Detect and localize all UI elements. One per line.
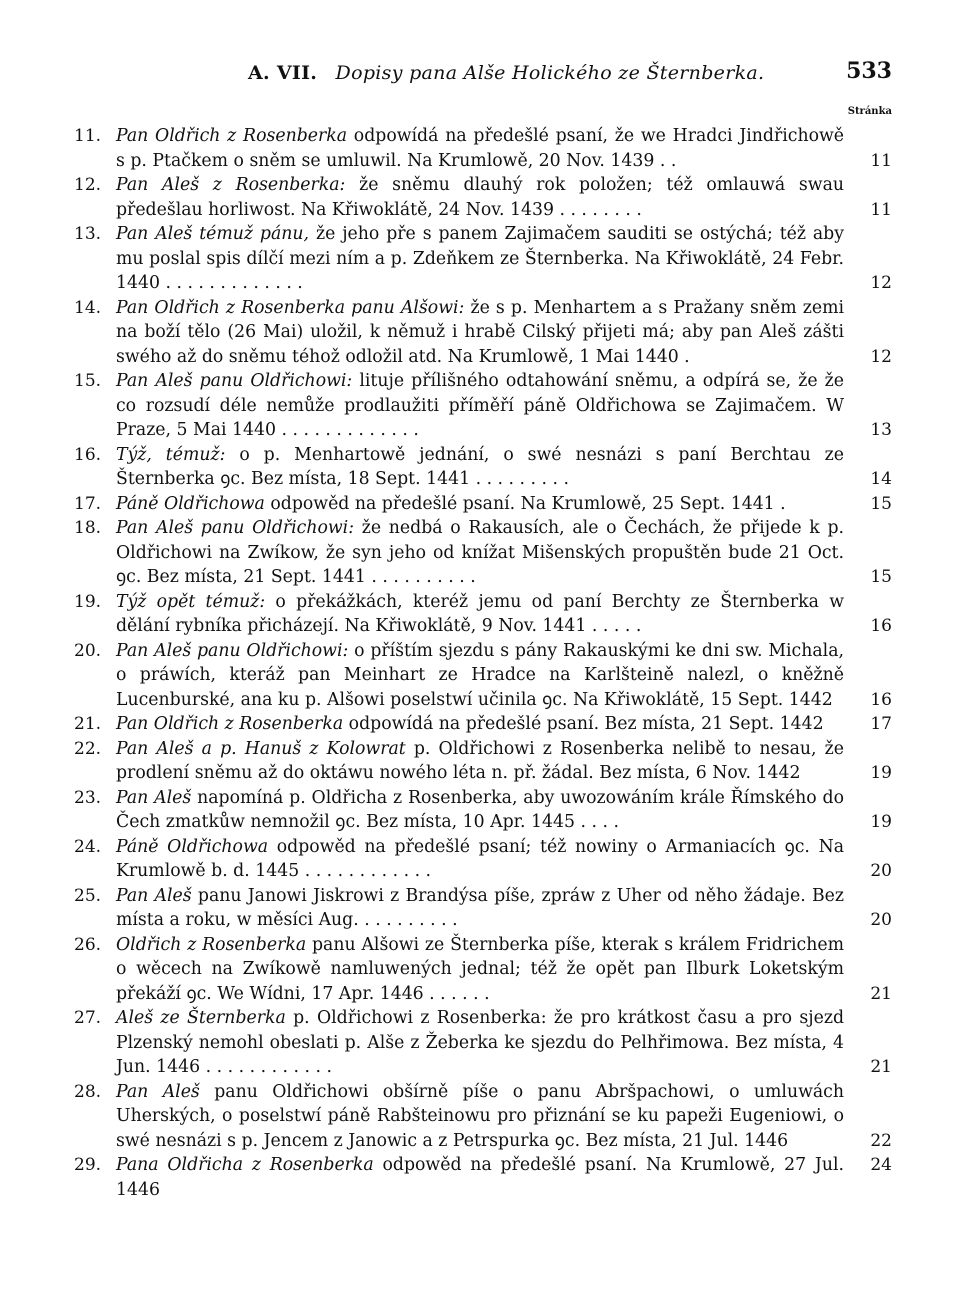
entry-author: Pan Oldřich z Rosenberka <box>116 714 344 734</box>
entry-author: Páně Oldřichowa <box>116 493 265 514</box>
page-column-label: Stránka <box>847 106 892 117</box>
entry-page-ref: 20 <box>870 910 892 930</box>
entry-text <box>116 933 844 1007</box>
entry-text <box>116 639 844 713</box>
entry-author: Oldřich z Rosenberka <box>116 934 307 955</box>
list-item <box>0 737 960 786</box>
entry-summary: p. Oldřichowi z Rosenberka nelibě to nesau, že prodlení sněmu až do oktáwu nowého léta n. př. žádal. Bez místa, 6 Nov. 1442 <box>116 738 844 783</box>
entry-summary: o překážkách, kteréž jemu od paní Berchty ze Šternberka w dělání rybníka přicházejí. Na Křiwoklátě, 9 Nov. 1441 . . . . . <box>116 591 844 636</box>
entry-summary: panu Janowi Jiskrowi z Brandýsa píše, zpráw z Uher od něho žádaje. Bez místa a roku, w měsíci Aug. . . . . . . . . . <box>116 885 844 930</box>
entry-author: Pan Aleš témuž pánu, <box>116 224 310 244</box>
entry-page-ref: 21 <box>870 1057 892 1077</box>
entry-text <box>116 222 844 296</box>
list-item <box>0 222 960 296</box>
entry-page-ref: 16 <box>870 616 892 636</box>
list-item <box>0 590 960 639</box>
page-title: Dopisy pana Alše Holického ze Šternberka. <box>335 62 765 84</box>
entry-author: Pan Aleš <box>116 1081 200 1102</box>
list-item <box>0 835 960 884</box>
entry-page-ref: 14 <box>870 469 892 489</box>
entry-summary: o p. Menhartowě jednání, o swé nesnázi s paní Berchtau ze Šternberka ꝯc. Bez místa, 18 Sept. 1441 . . . . . . . . . <box>116 444 844 489</box>
entry-author: Páně Oldřichowa <box>116 836 269 857</box>
entry-text <box>116 492 844 517</box>
entry-page-ref: 24 <box>870 1155 892 1175</box>
entry-author: Pan Aleš panu Oldřichowi: <box>116 518 355 538</box>
list-item <box>0 1153 960 1200</box>
entry-summary: odpowěd na předešlé psaní; též nowiny o Armaniacích ꝯc. Na Krumlowě b. d. 1445 . . . . . . . . . . . . <box>116 836 845 881</box>
entry-text <box>116 124 844 173</box>
list-item <box>0 369 960 443</box>
list-item <box>0 492 960 517</box>
entry-number: 13. <box>74 224 102 244</box>
entry-summary: panu Oldřichowi obšírně píše o panu Abršpachowi, o umluwách Uherských, o poselstwí páně Rabšteinowu pro přiznání se ku papeži Eugeniowi, o swé nesnázi s p. Jencem z Janowic a z Petrspurka ꝯc. Bez místa, 21 Jul. 1446 <box>116 1081 844 1151</box>
entry-summary: odpowěd na předešlé psaní. Na Krumlowě, 27 Jul. 1446 <box>116 1155 844 1200</box>
entry-author: Týž, témuž: <box>116 444 226 465</box>
entry-number: 23. <box>74 787 102 808</box>
list-item <box>0 296 960 370</box>
entry-number: 27. <box>74 1008 102 1028</box>
list-item <box>0 712 960 737</box>
section-number: A. VII. <box>248 62 318 84</box>
list-item <box>0 1080 960 1154</box>
entry-page-ref: 15 <box>870 493 892 514</box>
entry-number: 15. <box>74 371 102 391</box>
entry-page-ref: 22 <box>870 1130 892 1151</box>
entry-number: 12. <box>74 175 102 195</box>
entry-text <box>116 590 844 639</box>
entry-summary: že s p. Menhartem a s Pražany sněm zemi na boží tělo (26 Mai) uložil, k němuž i hrabě Cilský přijeti má; aby pan Aleš zášti swého až do sněmu téhož odložil atd. Na Krumlowě, 1 Mai 1440 . <box>116 297 844 367</box>
list-item <box>0 516 960 590</box>
entry-number: 28. <box>74 1081 102 1102</box>
entry-author: Pan Aleš <box>116 787 192 808</box>
entry-page-ref: 13 <box>870 420 892 440</box>
entry-page-ref: 11 <box>870 150 892 171</box>
entry-text <box>116 712 844 737</box>
list-item <box>0 1006 960 1080</box>
entry-summary: odpowěd na předešlé psaní. Na Krumlowě, 25 Sept. 1441 . <box>264 493 786 514</box>
entry-number: 18. <box>74 518 102 538</box>
entry-text <box>116 369 844 443</box>
entry-number: 19. <box>74 591 102 612</box>
entry-page-ref: 19 <box>870 763 892 783</box>
entry-page-ref: 17 <box>870 714 892 734</box>
entry-number: 16. <box>74 444 102 465</box>
running-head <box>248 62 764 84</box>
entry-summary: že sněmu dlauhý rok položen; též omlauwá swau předešlau horliwost. Na Křiwoklátě, 24 Nov. 1439 . . . . . . . . <box>116 175 845 220</box>
entry-author: Pan Oldřich z Rosenberka panu Alšowi: <box>116 297 465 318</box>
entry-summary: napomíná p. Oldřicha z Rosenberka, aby uwozowáním krále Římského do Čech zmatkůw nemnožil ꝯc. Bez místa, 10 Apr. 1445 . . . . <box>116 787 844 832</box>
entry-page-ref: 12 <box>870 346 892 367</box>
entry-summary: odpowídá na předešlé psaní, že we Hradci Jindřichowě s p. Ptačkem o sněm se umluwil. Na Krumlowě, 20 Nov. 1439 . . <box>116 126 845 171</box>
entry-page-ref: 21 <box>870 983 892 1004</box>
entry-author: Pan Aleš panu Oldřichowi: <box>116 640 349 661</box>
entry-number: 17. <box>74 493 102 514</box>
entry-number: 21. <box>74 714 102 734</box>
entry-summary: lituje přílišného odtahowání sněmu, a odpírá se, že že co rozsudí déle nemůže prodlaužiti příměří páně Oldřichowa se Zajimačem. W Praze, 5 Mai 1440 . . . . . . . . . . . . . <box>116 371 844 440</box>
list-item <box>0 786 960 835</box>
entry-page-ref: 12 <box>870 273 892 293</box>
entry-author: Pana Oldřicha z Rosenberka <box>116 1155 374 1175</box>
page-number: 533 <box>846 58 892 84</box>
entry-number: 29. <box>74 1155 102 1175</box>
entry-text <box>116 296 844 370</box>
entry-summary: odpowídá na předešlé psaní. Bez místa, 21 Sept. 1442 <box>343 714 824 734</box>
entry-text <box>116 835 844 884</box>
entry-number: 25. <box>74 885 102 906</box>
entry-author: Pan Aleš <box>116 885 192 906</box>
entry-number: 26. <box>74 934 102 955</box>
entry-number: 22. <box>74 738 102 759</box>
list-item <box>0 173 960 222</box>
entry-text <box>116 884 844 933</box>
entry-page-ref: 11 <box>870 199 892 220</box>
entry-text <box>116 173 844 222</box>
entry-text <box>116 1080 844 1154</box>
entry-text <box>116 516 844 590</box>
entry-summary: o příštím sjezdu s pány Rakauskými ke dni sw. Michala, o práwích, kteráž pan Meinhart ze Hradce na Karlšteině nalezl, o kněžně Lucenburské, ana ku p. Alšowi poselstwí učinila ꝯc. Na Křiwoklátě, 15 Sept. 1442 <box>116 640 844 710</box>
entry-number: 14. <box>74 297 102 318</box>
entry-page-ref: 19 <box>870 812 892 832</box>
entry-summary: panu Alšowi ze Šternberka píše, kterak s králem Fridrichem o wěcech na Zwíkowě namluwených jednal; též že opět pan Ilburk Loketským překáží ꝯc. We Wídni, 17 Apr. 1446 . . . . . . <box>116 934 844 1004</box>
entry-number: 20. <box>74 640 102 661</box>
entry-author: Aleš ze Šternberka <box>116 1008 286 1028</box>
entry-page-ref: 15 <box>870 567 892 587</box>
entry-author: Pan Aleš panu Oldřichowi: <box>116 371 353 391</box>
entry-text <box>116 1006 844 1080</box>
list-item <box>0 933 960 1007</box>
entry-summary: p. Oldřichowi z Rosenberka: že pro krátkost času a pro sjezd Plzenský nemohl obeslati p. Alše z Žeberka ke sjezdu do Pelhřimowa. Bez místa, 4 Jun. 1446 . . . . . . . . . . . . <box>116 1008 845 1077</box>
entry-page-ref: 16 <box>870 689 892 710</box>
entry-summary: že jeho pře s panem Zajimačem sauditi se ostýchá; též aby mu poslal spis dílčí mezi ním a p. Zdeňkem ze Šternberka. Na Křiwoklátě, 24 Febr. 1440 . . . . . . . . . . . . . <box>116 224 845 293</box>
entry-author: Pan Aleš z Rosenberka: <box>116 175 346 195</box>
entry-author: Pan Aleš a p. Hanuš z Kolowrat <box>116 738 406 759</box>
entry-text <box>116 443 844 492</box>
entry-author: Týž opět témuž: <box>116 591 266 612</box>
list-item <box>0 884 960 933</box>
entry-page-ref: 20 <box>870 861 892 881</box>
list-item <box>0 124 960 173</box>
list-item <box>0 639 960 713</box>
entry-text <box>116 1153 844 1202</box>
entry-text <box>116 737 844 786</box>
entry-author: Pan Oldřich z Rosenberka <box>116 126 348 146</box>
entry-text <box>116 786 844 835</box>
entry-number: 11. <box>74 126 102 146</box>
list-item <box>0 443 960 492</box>
entry-summary: že nedbá o Rakausích, ale o Čechách, že přijede k p. Oldřichowi na Zwíkow, že syn jeho od knížat Mišenských propuštěn bude 21 Oct. ꝯc. Bez místa, 21 Sept. 1441 . . . . . . . . . . <box>116 518 845 587</box>
entry-number: 24. <box>74 836 102 857</box>
